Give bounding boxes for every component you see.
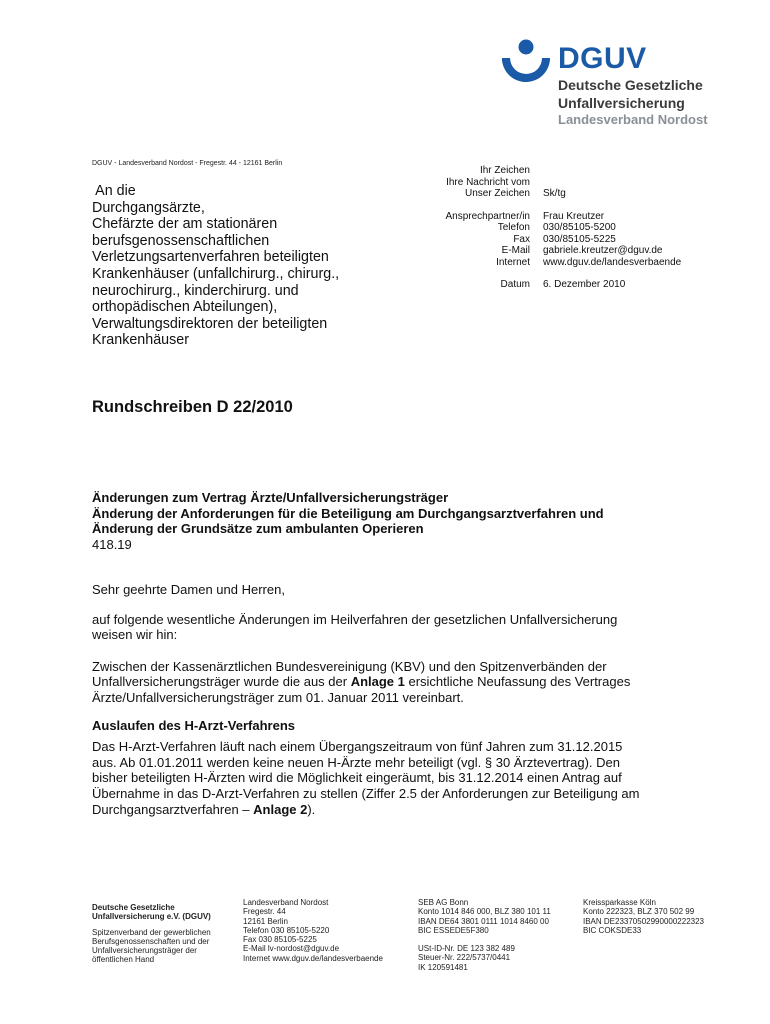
recipient-line: Durchgangsärzte, — [92, 199, 205, 216]
email-link[interactable]: gabriele.kreutzer@dguv.de — [543, 245, 663, 256]
greeting: Sehr geehrte Damen und Herren, — [92, 582, 285, 597]
ansprechpartner-label: Ansprechpartner/in — [445, 210, 530, 222]
unser-zeichen-label: Unser Zeichen — [464, 188, 530, 199]
footer-column-bank2 — [583, 898, 704, 935]
unser-zeichen-value: Sk/tg — [543, 188, 566, 199]
dguv-logo-text — [558, 44, 708, 126]
footer-line: IBAN DE64 3801 0111 1014 8460 00 — [418, 916, 549, 926]
footer-org-name: Unfallversicherung e.V. (DGUV) — [92, 912, 211, 922]
fax-value: 030/85105-5225 — [543, 233, 616, 245]
telefon-label: Telefon — [497, 222, 530, 233]
footer-line: IBAN DE23370502990000222323 — [583, 916, 704, 926]
footer-column-bank1 — [418, 898, 551, 972]
footer-line: Konto 1014 846 000, BLZ 380 101 11 — [418, 907, 551, 917]
ansprechpartner-value: Frau Kreutzer — [543, 210, 605, 222]
recipient-line: An die — [92, 183, 136, 199]
footer-line: 12161 Berlin — [243, 916, 288, 926]
ihr-zeichen-label: Ihr Zeichen — [479, 165, 530, 176]
subject-number: 418.19 — [92, 536, 132, 552]
footer-org-desc: öffentlichen Hand — [92, 955, 155, 965]
letter-body — [92, 582, 712, 831]
logo-line-1: Deutsche Gesetzliche — [558, 77, 703, 93]
paragraph — [92, 739, 712, 817]
footer-org-name: Deutsche Gesetzliche — [92, 903, 175, 912]
internet-label: Internet — [496, 256, 530, 268]
text-line: auf folgende wesentliche Änderungen im Heilverfahren der gesetzlichen Unfallversicherung — [92, 611, 618, 627]
footer-line: E-Mail lv-nordost@dguv.de — [243, 944, 340, 954]
footer-line: Konto 222323, BLZ 370 502 99 — [583, 907, 695, 917]
internet-link[interactable]: www.dguv.de/landesverbaende — [543, 256, 682, 268]
dguv-logo-icon — [500, 38, 552, 90]
logo-name: DGUV — [558, 42, 647, 75]
text-line: Übernahme in das D-Arzt-Verfahren zu stellen (Ziffer 2.5 der Anforderungen zur Beteiligung am — [92, 785, 640, 801]
subject-line: Änderungen zum Vertrag Ärzte/Unfallversicherungsträger — [92, 490, 449, 505]
subject-line: Änderung der Anforderungen für die Beteiligung am Durchgangsarztverfahren und — [92, 505, 604, 521]
text-line: weisen wir hin: — [92, 627, 178, 643]
text-line: Das H-Arzt-Verfahren läuft nach einem Übergangszeitraum von fünf Jahren zum 31.12.2015 — [92, 739, 623, 755]
datum-label: Datum — [500, 279, 530, 290]
subject-block — [92, 490, 604, 552]
recipient-line: orthopädischen Abteilungen), — [92, 299, 278, 316]
text-line: Zwischen der Kassenärztlichen Bundesvereinigung (KBV) und den Spitzenverbänden der — [92, 658, 607, 674]
recipient-line: berufsgenossenschaftlichen — [92, 232, 270, 249]
subject-line: Änderung der Grundsätze zum ambulanten Operieren — [92, 521, 424, 537]
text-line: Ärzte/Unfallversicherungsträger zum 01. Januar 2011 vereinbart. — [92, 689, 464, 705]
footer-line: BIC COKSDE33 — [583, 925, 642, 935]
footer-line: Kreissparkasse Köln — [583, 898, 656, 907]
footer-org-desc: Unfallversicherungsträger der — [92, 946, 197, 956]
text-line: Durchgangsarztverfahren – — [92, 801, 254, 817]
footer-line: SEB AG Bonn — [418, 898, 469, 907]
recipient-line: Chefärzte der am stationären — [92, 216, 278, 233]
paragraph — [92, 659, 712, 706]
recipient-line: Verwaltungsdirektoren der beteiligten — [92, 315, 328, 332]
text-line: ersichtliche Neufassung des Vertrages — [404, 674, 631, 690]
paragraph — [92, 612, 712, 643]
footer-line: Telefon 030 85105-5220 — [243, 925, 330, 935]
recipient-line: Krankenhäuser (unfallchirurg., chirurg., — [92, 265, 340, 282]
footer-line: Fregestr. 44 — [243, 907, 286, 917]
text-line: aus. Ab 01.01.2011 werden keine neuen H-Ärzte mehr beteiligt (vgl. § 30 Ärztevertrag). Den — [92, 754, 620, 770]
text-line: ). — [307, 801, 316, 817]
logo-line-3: Landesverband Nordost — [558, 112, 708, 127]
text-line: bisher beteiligten H-Ärzten wird die Möglichkeit eingeräumt, bis 31.12.2014 einen Antrag auf — [92, 770, 622, 786]
datum-value: 6. Dezember 2010 — [543, 279, 626, 290]
footer-org-desc: Spitzenverband der gewerblichen — [92, 927, 211, 937]
anlage-1-ref: Anlage 1 — [350, 674, 405, 690]
section-heading: Auslaufen des H-Arzt-Verfahrens — [92, 717, 295, 733]
footer-line: IK 120591481 — [418, 962, 468, 972]
recipient-line: Krankenhäuser — [92, 332, 189, 349]
sender-line: DGUV - Landesverband Nordost - Fregestr. 44 - 12161 Berlin — [92, 160, 283, 167]
anlage-2-ref: Anlage 2 — [253, 801, 308, 817]
recipient-line: Verletzungsartenverfahren beteiligten — [92, 249, 329, 266]
footer-line: Landesverband Nordost — [243, 898, 329, 907]
document-title: Rundschreiben D 22/2010 — [92, 398, 293, 416]
footer-line: Fax 030 85105-5225 — [243, 935, 317, 945]
footer-column-org — [92, 903, 211, 965]
footer-column-address — [243, 898, 383, 963]
fax-label: Fax — [513, 233, 530, 245]
footer-line: BIC ESSEDE5F380 — [418, 925, 489, 935]
footer-line: Steuer-Nr. 222/5737/0441 — [418, 953, 511, 963]
reference-block — [390, 165, 743, 291]
ihre-nachricht-label: Ihre Nachricht vom — [446, 176, 530, 188]
footer-org-desc: Berufsgenossenschaften und der — [92, 936, 210, 946]
email-label: E-Mail — [501, 245, 530, 256]
text-line: Unfallversicherungsträger wurde die aus der — [92, 674, 351, 690]
recipient-address — [92, 183, 422, 349]
telefon-value: 030/85105-5200 — [543, 222, 616, 233]
footer-line: Internet www.dguv.de/landesverbaende — [243, 953, 383, 963]
logo-line-2: Unfallversicherung — [558, 95, 685, 111]
recipient-line: neurochirurg., kinderchirurg. und — [92, 282, 299, 299]
footer-line: USt-ID-Nr. DE 123 382 489 — [418, 944, 515, 954]
